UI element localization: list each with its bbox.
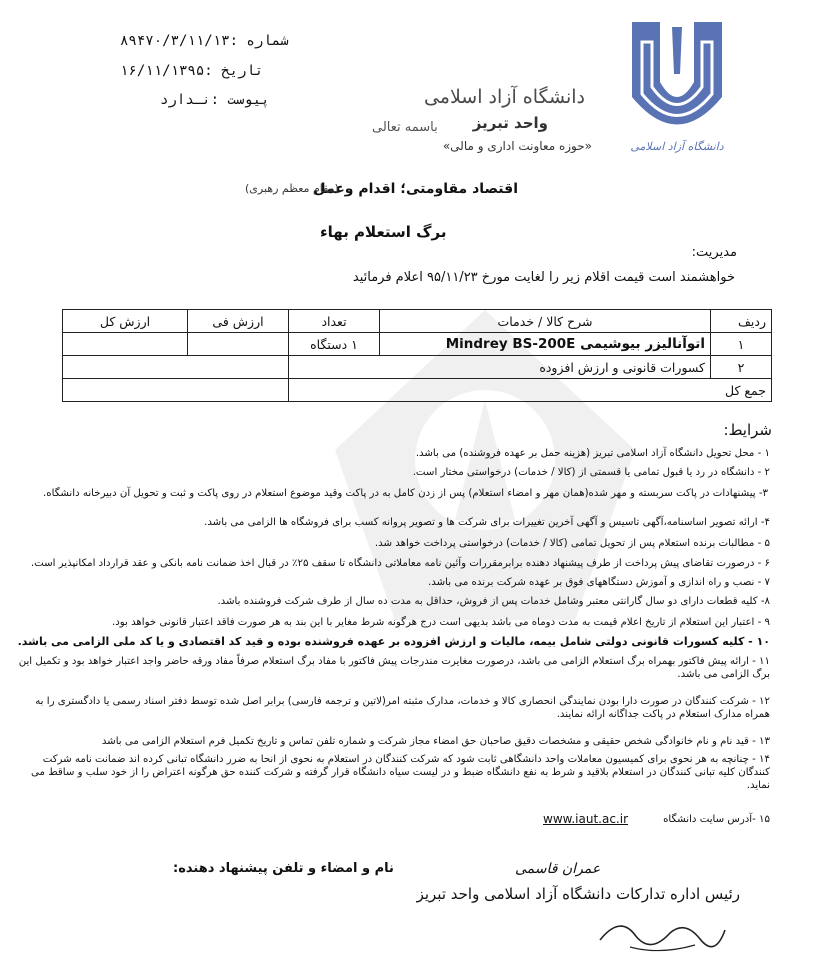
slogan-source: (مقام معظم رهبری) (245, 182, 339, 195)
request-text: خواهشمند است قیمت اقلام زیر را لغایت مورخ ۹۵/۱۱/۲۳ اعلام فرمائید (352, 270, 735, 285)
logo-caption: دانشگاه آزاد اسلامی (630, 140, 724, 153)
condition-item: ۱۳ - قید نام و نام خانوادگی شخص حقیقی و مشخصات دقیق صاحبان حق امضاء مجاز شرکت و شماره تلفن تماس و تاریخ تکمیل فرم استعلام الزامی می باشد (101, 736, 770, 747)
conditions-title: شرایط: (723, 421, 772, 439)
condition-item: ۱۰ - کلیه کسورات قانونی دولتی شامل بیمه، مالیات و ارزش افزوده بر عهده فروشنده بوده و قید کد اقتصادی و یا کد ملی الزامی می باشد. (17, 635, 770, 648)
cell-row-number: ۱ (711, 333, 772, 356)
condition-item: ۱۵ -آدرس سایت دانشگاه (663, 814, 770, 825)
iau-logo-icon (622, 12, 732, 157)
signer-name: عمران قاسمی (515, 861, 601, 877)
condition-item: ۱۲ - شرکت کنندگان در صورت دارا بودن نمایندگی انحصاری کالا و خدمات، مدارک مثبته امر(لاتین و ترجمه فارسی) برابر اصل شده توسط دفتر اسناد رسمی یا دادگستری را به همراه مدارک استعلام در پاکت جداگانه ارائه نمایند. (35, 696, 770, 720)
besmellah: باسمه تعالی (372, 120, 438, 135)
cell-empty (63, 356, 289, 379)
header-cell-row: ردیف (711, 310, 772, 333)
condition-item: ۴- ارائه تصویر اساسنامه،آگهی تاسیس و آگهی آخرین تغییرات برای شرکت ها و تصویر پروانه کسب برای فروشگاه ها الزامی می باشد. (204, 517, 770, 528)
cell-row-number: ۲ (711, 356, 772, 379)
condition-item: ۵ - مطالبات برنده استعلام پس از تحویل تمامی (کالا / خدمات) درخواستی پرداخت خواهد شد. (374, 538, 770, 549)
letter-number: شماره :۸۹۴۷۰/۳/۱۱/۱۳ (120, 33, 289, 49)
cell-unit-price (188, 333, 289, 356)
unit-name: واحد تبریز (472, 114, 548, 132)
cell-total-value (63, 379, 289, 402)
signer-title: رئیس اداره تدارکات دانشگاه آزاد اسلامی واحد تبریز (416, 885, 740, 903)
condition-item: ۱۴ - چنانچه به هر نحوی برای کمیسیون معاملات واحد دانشگاهی ثابت شود که شرکت کنندگان در استعلام به نحوی از انحا به ضرر دانشگاه تبانی کرده اند ضمانت نامه شرکت کنندگان کلیه تبانی کنندگان در استعلام بلاقید و شرط به نفع دانشگاه ضبط و در لیست سیاه دانشگاه قرار گرفته و شرکت کننده حق هرگونه اعتراض را از خود سلب و ساقط می نماید. (31, 754, 770, 791)
bidder-signature-label: نام و امضاء و تلفن پیشنهاد دهنده: (173, 861, 394, 876)
table-header-row (63, 310, 772, 333)
slogan: اقتصاد مقاومتی؛ اقدام وعمل (313, 181, 518, 197)
letter-date: تاریخ :۱۶/۱۱/۱۳۹۵ (120, 63, 264, 79)
university-name: دانشگاه آزاد اسلامی (423, 86, 585, 108)
form-title: برگ استعلام بهاء (320, 223, 447, 241)
items-table (62, 309, 772, 402)
letter-attachment: پیوست :نـدارد (160, 92, 270, 108)
cell-quantity: ۱ دستگاه (289, 333, 380, 356)
header-cell-quantity: تعداد (289, 310, 380, 333)
university-site-link[interactable]: www.iaut.ac.ir (543, 812, 629, 826)
cell-description: اتوآنالیزر بیوشیمی Mindrey BS-200E (380, 333, 711, 356)
header-cell-total-price: ارزش کل (63, 310, 188, 333)
header-cell-unit-price: ارزش فی (188, 310, 289, 333)
cell-total-price (63, 333, 188, 356)
condition-item: ۲ - دانشگاه در رد یا قبول تمامی یا قسمتی از (کالا / خدمات) درخواستی مختار است. (412, 467, 770, 478)
condition-item: ۱۱ - ارائه پیش فاکتور بهمراه برگ استعلام الزامی می باشد، درصورت مغایرت مندرجات پیش فاکتور با مفاد برگ استعلام صرفاً مفاد ورقه حاضر واجد اعتبار خواهد بود و تکمیل این برگ الزامی می باشد. (18, 656, 770, 680)
header-cell-description: شرح کالا / خدمات (380, 310, 711, 333)
condition-item: ۱ - محل تحویل دانشگاه آزاد اسلامی تبریز (هزینه حمل بر عهده فروشنده) می باشد. (415, 448, 770, 459)
table-row (63, 333, 772, 356)
cell-total-label: جمع کل (289, 379, 772, 402)
table-total-row (63, 379, 772, 402)
condition-item: ۹ - اعتبار این استعلام از تاریخ اعلام قیمت به مدت دوماه می باشد بدیهی است درج هرگونه شرط مغایر با این بند به هر صورت فاقد اعتبار قانونی خواهد بود. (111, 617, 770, 628)
signature-scribble-icon (590, 905, 730, 960)
condition-item: ۳- پیشنهادات در پاکت سربسته و مهر شده(همان مهر و امضاء استعلام) پس از زدن کامل به در پاکت وقید موضوع استعلام در روی پاکت و ثبت و تحویل آن دبیرخانه دانشگاه. (43, 488, 768, 499)
table-row (63, 356, 772, 379)
addressee-label: مدیریت: (691, 245, 737, 260)
condition-item: ۸- کلیه قطعات دارای دو سال گارانتی معتبر وشامل خدمات پس از فروش، حداقل به مدت ده سال از طرف شرکت فروشنده باشد. (217, 596, 770, 607)
condition-item: ۶ - درصورت تقاضای پیش پرداخت از طرف پیشنهاد دهنده برابرمقررات وآئین نامه معاملاتی دانشگاه تا سقف ۲۵٪ در قبال اخذ ضمانت نامه بانکی و عقد قرارداد امکانپذیر است. (30, 558, 770, 569)
department-name: «حوزه معاونت اداری و مالی» (442, 139, 592, 153)
cell-description: کسورات قانونی و ارزش افزوده (289, 356, 711, 379)
condition-item: ۷ - نصب و راه اندازی و آموزش دستگاههای فوق بر عهده شرکت برنده می باشد. (428, 577, 770, 588)
